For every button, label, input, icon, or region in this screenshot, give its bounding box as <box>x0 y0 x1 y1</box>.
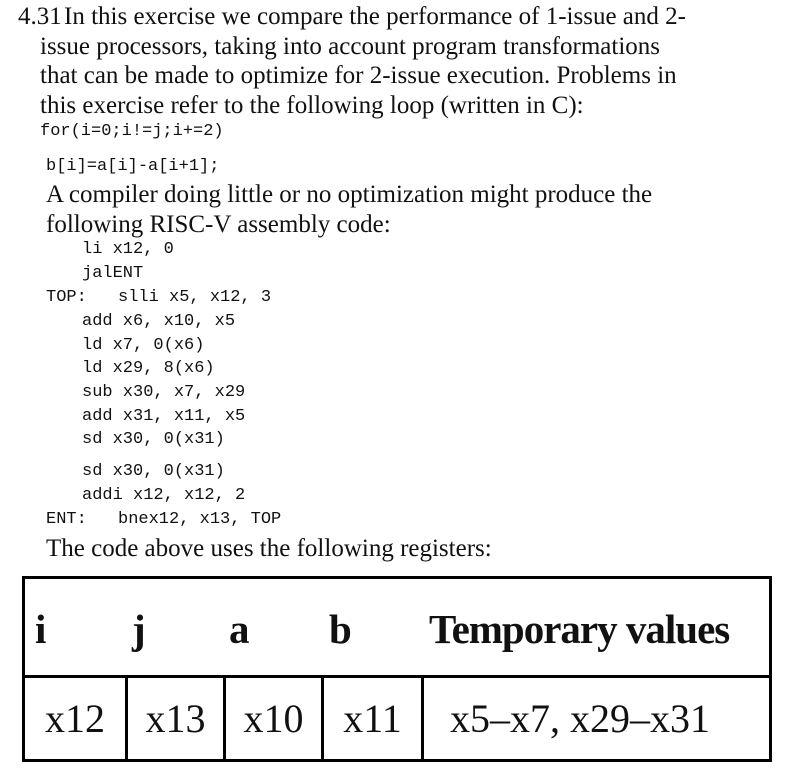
register-table-header <box>25 579 769 678</box>
compiler-paragraph-line-1: A compiler doing little or no optimization might produce the <box>46 181 653 208</box>
intro-line-4: this exercise refer to the following loop (written in C): <box>40 91 584 119</box>
cell-j: x13 <box>125 678 223 759</box>
c-code-loop-body: b[i]=a[i]-a[i+1]; <box>46 157 220 176</box>
asm-line: sub x30, x7, x29 <box>82 383 246 402</box>
exercise-intro <box>18 2 778 120</box>
register-table <box>22 576 772 762</box>
compiler-paragraph <box>46 180 776 239</box>
intro-line-3: that can be made to optimize for 2-issue execution. Problems in <box>40 62 677 89</box>
register-table-row <box>25 678 769 759</box>
header-b: b <box>329 606 352 652</box>
cell-temporary-values: x5–x7, x29–x31 <box>421 678 769 759</box>
header-a: a <box>229 606 250 652</box>
asm-line: sd x30, 0(x31) <box>82 462 225 481</box>
compiler-paragraph-line-2: following RISC-V assembly code: <box>46 210 391 238</box>
asm-line: jalENT <box>82 264 144 283</box>
header-temporary-values: Temporary values <box>429 606 730 652</box>
header-j: j <box>132 606 146 652</box>
c-code-loop-header: for(i=0;i!=j;i+=2) <box>40 122 224 141</box>
asm-line: slli x5, x12, 3 <box>118 288 272 307</box>
cell-b: x11 <box>321 678 421 759</box>
header-i: i <box>35 606 47 652</box>
intro-line-1: 4.31In this exercise we compare the performance of 1-issue and 2- <box>18 3 686 30</box>
intro-line-2: issue processors, taking into account program transformations <box>40 32 660 60</box>
asm-line: bnex12, x13, TOP <box>118 510 282 529</box>
asm-label-top: TOP: <box>46 288 87 307</box>
asm-line: add x31, x11, x5 <box>82 407 246 426</box>
asm-line: ld x29, 8(x6) <box>82 359 215 378</box>
asm-line: sd x30, 0(x31) <box>82 430 225 449</box>
cell-a: x10 <box>223 678 321 759</box>
asm-line: li x12, 0 <box>82 240 174 259</box>
asm-line: add x6, x10, x5 <box>82 312 236 331</box>
asm-line: addi x12, x12, 2 <box>82 486 246 505</box>
asm-label-ent: ENT: <box>46 510 87 529</box>
exercise-number: 4.31 <box>18 3 62 30</box>
registers-intro: The code above uses the following registers: <box>46 535 492 562</box>
asm-line: ld x7, 0(x6) <box>82 336 205 355</box>
cell-i: x12 <box>45 696 105 741</box>
